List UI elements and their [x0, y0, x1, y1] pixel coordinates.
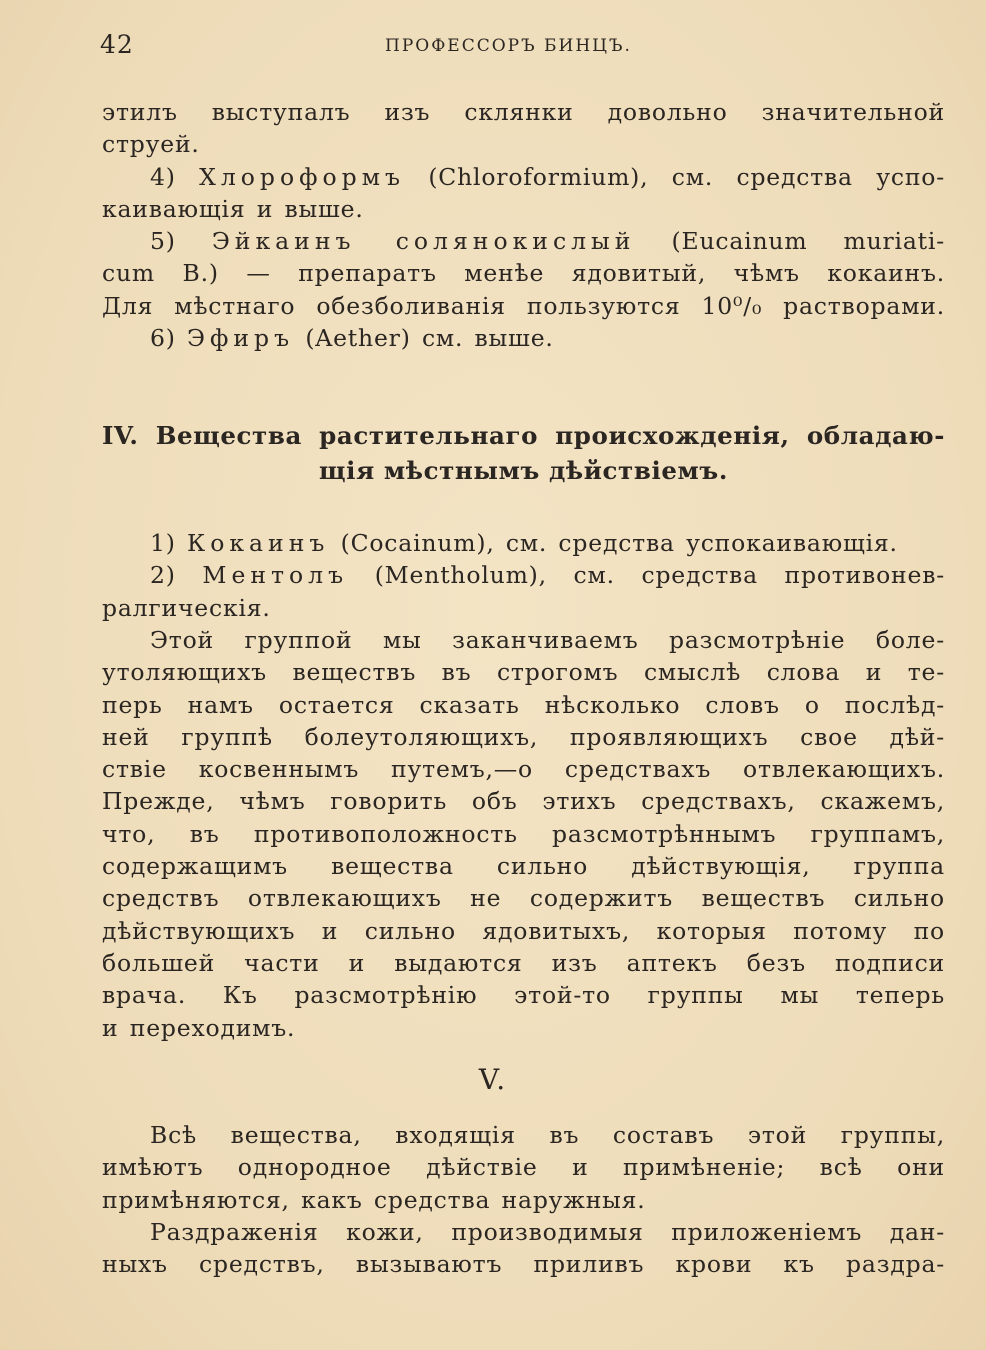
text-line: cum B.) — препаратъ менѣе ядовитый, чѣмъ кокаинъ. — [102, 259, 945, 288]
term-name: Ментолъ — [202, 561, 349, 590]
list-number: 2) — [150, 561, 176, 590]
heading-line: щія мѣстнымъ дѣйствіемъ. — [319, 456, 728, 485]
text-line: перь намъ остается сказать нѣсколько словъ о послѣд- — [102, 690, 945, 719]
text-line: струей. — [102, 130, 200, 159]
list-item-menthol — [102, 559, 945, 591]
list-item-cocaine — [102, 527, 945, 559]
paragraph-counterirritants-intro — [102, 624, 945, 1044]
list-number: 5) — [150, 227, 176, 256]
text-line: ныхъ средствъ, вызываютъ приливъ крови къ раздра- — [102, 1250, 945, 1279]
text-line: Всѣ вещества, входящія въ составъ этой группы, — [150, 1121, 945, 1149]
text-line: средствъ отвлекающихъ не содержитъ веществъ сильно — [102, 884, 945, 913]
heading-line: IV. Вещества растительнаго происхожденія, обладаю- — [102, 421, 945, 450]
term-description: (Eucainum muriati- — [671, 227, 945, 256]
term-description: (Aether) см. выше. — [305, 324, 554, 353]
text-line: врача. Къ разсмотрѣнію этой-то группы мы теперь — [102, 981, 945, 1010]
text-line: дѣйствующихъ и сильно ядовитыхъ, которыя потому по — [102, 916, 945, 945]
term-name: Эйкаинъ солянокислый — [211, 227, 636, 256]
list-item-ether — [102, 322, 945, 354]
list-number: 4) — [150, 162, 176, 191]
term-name: Эфиръ — [187, 324, 295, 353]
text-line: Прежде, чѣмъ говорить объ этихъ средствахъ, скажемъ, — [102, 787, 945, 816]
term-description: (Chloroformium), см. средства успо- — [428, 162, 945, 191]
text-line: Этой группой мы заканчиваемъ разсмотрѣніе боле- — [150, 626, 945, 654]
running-title: ПРОФЕССОРЪ БИНЦЪ. — [385, 36, 632, 56]
list-item-eucaine — [102, 225, 945, 257]
text-line: ней группѣ болеутоляющихъ, проявляющихъ свое дѣй- — [102, 722, 945, 751]
term-description: (Mentholum), см. средства противонев- — [374, 561, 945, 590]
text-line: утоляющихъ веществъ въ строгомъ смыслѣ слова и те- — [102, 658, 945, 687]
paragraph-plant-substances — [102, 527, 945, 624]
list-number: 6) — [150, 324, 176, 353]
text-line: содержащимъ вещества сильно дѣйствующія, группа — [102, 852, 945, 881]
paragraph-group-v — [102, 1119, 945, 1280]
section-heading-iv — [102, 418, 945, 488]
term-name: Кокаинъ — [187, 529, 330, 557]
text-line: что, въ противоположность разсмотрѣннымъ группамъ, — [102, 819, 945, 848]
text-line: большей части и выдаются изъ аптекъ безъ подписи — [102, 948, 945, 977]
list-number: 1) — [150, 529, 176, 557]
text-line: ствіе косвеннымъ путемъ,—о средствахъ отвлекающихъ. — [102, 755, 945, 784]
section-heading-v: V. — [478, 1063, 508, 1096]
list-item-chloroform — [102, 161, 945, 193]
text-line: примѣняются, какъ средства наружныя. — [102, 1185, 646, 1214]
text-line: Раздраженія кожи, производимыя приложеніемъ дан- — [150, 1217, 945, 1246]
text-line: Для мѣстнаго обезболиванія пользуются 10⁰/₀ растворами. — [102, 291, 945, 320]
page-number: 42 — [100, 30, 134, 59]
paragraph-inhalants-list — [102, 96, 945, 354]
text-line: ралгическія. — [102, 593, 271, 622]
text-line: и переходимъ. — [102, 1013, 296, 1042]
term-description: (Cocainum), см. средства успокаивающія. — [340, 529, 898, 557]
text-line: имѣютъ однородное дѣйствіе и примѣненіе; всѣ они — [102, 1153, 945, 1182]
text-line: этилъ выступалъ изъ склянки довольно значительной — [102, 98, 945, 126]
running-head — [100, 30, 945, 70]
term-name: Хлороформъ — [199, 162, 405, 191]
text-line: каивающія и выше. — [102, 194, 364, 223]
